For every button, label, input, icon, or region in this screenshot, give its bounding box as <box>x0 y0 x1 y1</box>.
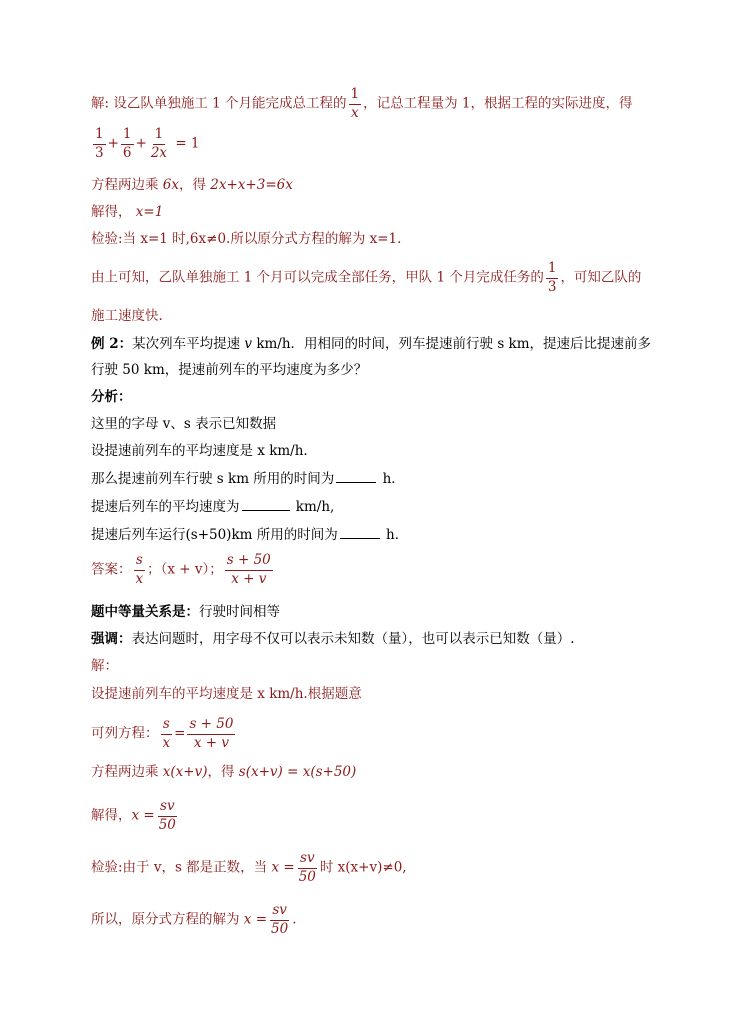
fraction-1-2x: $\frac{1}{2x}$ <box>150 126 168 161</box>
example-2-line-1: 例 2：某次列车平均提速 v km/h．用相同的时间，列车提速前行驶 s km，提速后比提速前多 <box>91 336 652 352</box>
fraction-s-over-x-2: $\frac{s}{x}$ <box>162 716 171 751</box>
solution-equation-line: 可列方程： $\frac{s}{x}$ = $\frac{s + 50}{x + v}$ <box>91 716 234 751</box>
answer-blank-3[interactable] <box>340 524 380 539</box>
relation-line: 题中等量关系是：行驶时间相等 <box>91 604 280 620</box>
fraction-sv-over-50-3: $\frac{sv}{50}$ <box>271 902 289 937</box>
fraction-sv-over-50-2: $\frac{sv}{50}$ <box>298 850 316 885</box>
equation-rhs: = 1 <box>175 135 200 152</box>
analysis-line-3: 那么提速前列车行驶 s km 所用的时间为 h． <box>91 468 405 489</box>
example-2-label: 例 2： <box>91 336 133 352</box>
emphasis-line: 强调：表达问题时，用字母不仅可以表示未知数（量），也可以表示已知数（量）. <box>91 631 575 647</box>
fraction-1-over-x: $\frac{1}{x}$ <box>350 86 360 121</box>
conclusion-line: 由上可知，乙队单独施工 1 个月可以完成全部任务，甲队 1 个月完成任务的 $\frac{1}{3}$ ，可知乙队的 <box>91 260 642 295</box>
answer-blank-1[interactable] <box>336 468 376 483</box>
solution-intro-text: 解: 设乙队单独施工 1 个月能完成总工程的 <box>91 95 347 112</box>
fraction-s50-over-xv-2: $\frac{s + 50}{x + v}$ <box>189 716 234 751</box>
fraction-1-3: $\frac{1}{3}$ <box>95 126 104 161</box>
fraction-s-over-x: $\frac{s}{x}$ <box>135 552 144 587</box>
conclusion-line-2: 施工速度快. <box>91 308 163 324</box>
analysis-line-1: 这里的字母 v、s 表示已知数据 <box>91 416 277 432</box>
check-line: 检验:当 x=1 时,6x≠0.所以原分式方程的解为 x=1. <box>91 231 402 247</box>
solution-final-line: 所以，原分式方程的解为 x = $\frac{sv}{50}$ . <box>91 902 297 937</box>
solve-line: 解得， x=1 <box>91 204 164 220</box>
analysis-line-4: 提速后列车的平均速度为 km/h, <box>91 496 334 517</box>
multiply-line: 方程两边乘 6x，得 2x+x+3=6x <box>91 177 293 193</box>
fraction-1-3-b: $\frac{1}{3}$ <box>547 260 557 295</box>
solution-intro-text-2: ，记总工程量为 1，根据工程的实际进度，得 <box>363 95 633 112</box>
analysis-label: 分析： <box>91 389 132 405</box>
fraction-sv-over-50: $\frac{sv}{50}$ <box>158 798 176 833</box>
analysis-line-5: 提速后列车运行(s+50)km 所用的时间为 h． <box>91 524 408 545</box>
answer-blank-2[interactable] <box>242 496 290 511</box>
solution-multiply-line: 方程两边乘 x(x+v)，得 s(x+v) = x(s+50) <box>91 764 357 780</box>
solution-check-line: 检验:由于 v，s 都是正数，当 x = $\frac{sv}{50}$ 时 x(x+v)≠0, <box>91 850 407 885</box>
fraction-1-6: $\frac{1}{6}$ <box>122 126 132 161</box>
example-2-line-2: 行驶 50 km，提速前列车的平均速度为多少？ <box>91 362 368 378</box>
fraction-s50-over-xv: $\frac{s + 50}{x + v}$ <box>226 552 271 587</box>
answer-line: 答案： $\frac{s}{x}$ ；（x + v）； $\frac{s + 50}{x + v}$ <box>91 552 271 587</box>
solution-line-1: 设提速前列车的平均速度是 x km/h.根据题意 <box>91 686 362 702</box>
solution-label: 解： <box>91 658 118 674</box>
solution-intro-line <box>91 88 633 120</box>
equation-line-1: $\frac{1}{3}$ + $\frac{1}{6}$ + $\frac{1}{2x}$ = 1 <box>95 126 200 161</box>
solution-solve-line: 解得，x = $\frac{sv}{50}$ <box>91 798 176 833</box>
analysis-line-2: 设提速前列车的平均速度是 x km/h. <box>91 443 308 459</box>
